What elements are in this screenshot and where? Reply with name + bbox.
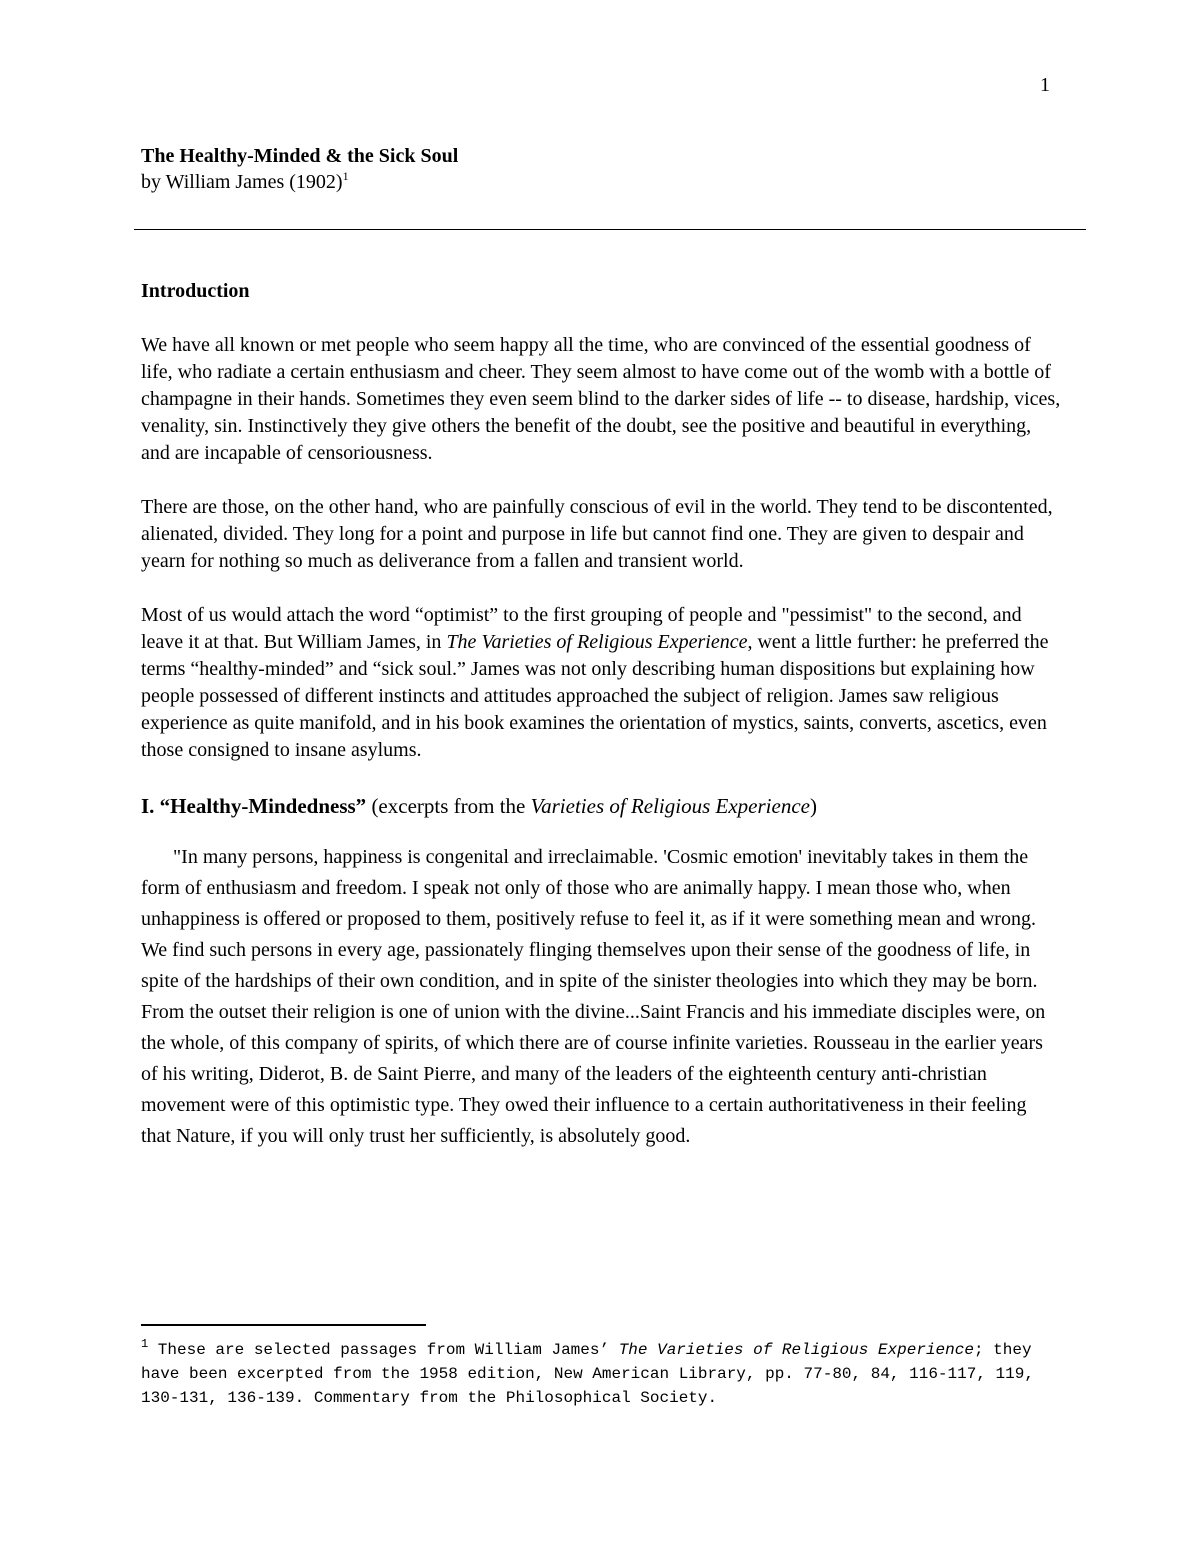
excerpt-quote: "In many persons, happiness is congenital and irreclaimable. 'Cosmic emotion' inevitably takes in them the form of enthusiasm and freedom. I speak not only of those who are animally happy. I mean those who, when unhappiness is offered or proposed to them, positively refuse to feel it, as if it were something mean and wrong. We find such persons in every age, passionately flinging themselves upon their sense of the goodness of life, in spite of the hardships of their own condition, and in spite of the sinister theologies into which they may be born. From the outset their religion is one of union with the divine...Saint Francis and his immediate disciples were, on the whole, of this company of spirits, of which there are of course infinite varieties. Rousseau in the earlier years of his writing, Diderot, B. de Saint Pierre, and many of the leaders of the eighteenth century anti-christian movement were of this optimistic type. They owed their influence to a certain authoritativeness in their feeling that Nature, if you will only trust her sufficiently, is absolutely good. <box>141 846 1046 1147</box>
byline-text: by William James (1902) <box>141 171 343 193</box>
paragraph-3-text-end: , went a little further: he preferred the terms “healthy-minded” and “sick soul.” James was not only describing human dispositions but explaining how people possessed of different instincts and attitudes approached the subject of religion. James saw religious experience as quite manifold, and in his book examines the orientation of mystics, saints, converts, ascetics, even those consigned to insane asylums. <box>141 631 1049 761</box>
intro-paragraph-2: There are those, on the other hand, who are painfully conscious of evil in the world. They tend to be discontented, alienated, divided. They long for a point and purpose in life but cannot find one. They are given to despair and yearn for nothing so much as deliverance from a fallen and transient world. <box>141 496 1053 572</box>
document-body <box>141 278 1061 1152</box>
footnote-marker: 1 <box>141 1337 149 1351</box>
footnote <box>141 1338 1071 1410</box>
document-header <box>141 143 458 195</box>
footnote-book-title: The Varieties of Religious Experience <box>618 1341 974 1359</box>
intro-paragraph-1: We have all known or met people who seem happy all the time, who are convinced of the essential goodness of life, who radiate a certain enthusiasm and cheer. They seem almost to have come out of the womb with a bottle of champagne in their hands. Sometimes they even seem blind to the darker sides of life -- to disease, hardship, vices, venality, sin. Instinctively they give others the benefit of the doubt, see the positive and beautiful in everything, and are incapable of censoriousness. <box>141 334 1061 464</box>
document-title: The Healthy-Minded & the Sick Soul <box>141 145 459 167</box>
paragraph-3-text-start: Most of us would attach the word “optimist” to the first grouping of people and "pessimist" to the second, and leave it at that. But William James, in <box>141 604 1022 653</box>
page-number: 1 <box>1040 74 1050 96</box>
section-heading <box>141 791 1061 821</box>
introduction-heading: Introduction <box>141 280 250 302</box>
header-divider <box>134 229 1086 230</box>
book-title: The Varieties of Religious Experience <box>446 631 748 653</box>
section-subtitle-end: ) <box>809 794 817 818</box>
section-title: I. “Healthy-Mindedness” <box>141 794 367 818</box>
section-subtitle-start: (excerpts from the <box>366 794 531 818</box>
intro-paragraph-3 <box>141 602 1061 764</box>
footnote-reference: 1 <box>342 169 349 183</box>
footnote-text-start: These are selected passages from William James’ <box>148 1341 619 1359</box>
footnote-text-end: ; they have been excerpted from the 1958 edition, New American Library, pp. 77-80, 84, 116-117, 119, 130-131, 136-139. Commentary from the Philosophical Society. <box>141 1341 1034 1407</box>
section-book-title: Varieties of Religious Experience <box>530 794 810 818</box>
document-byline <box>141 169 458 195</box>
footnote-divider <box>141 1324 426 1326</box>
